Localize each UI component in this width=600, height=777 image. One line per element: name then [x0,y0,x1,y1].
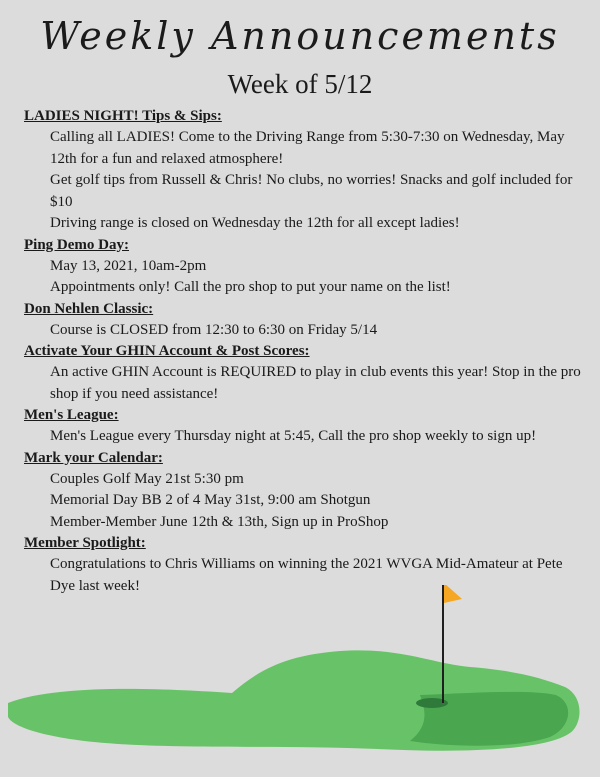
section-ladies-night [24,106,584,235]
list-item: Men's League every Thursday night at 5:45, Call the pro shop weekly to sign up! [50,428,537,444]
section-heading: Activate Your GHIN Account & Post Scores: [24,343,310,359]
list-item: Get golf tips from Russell & Chris! No clubs, no worries! Snacks and golf included for $10 [50,172,573,210]
list-item: Appointments only! Call the pro shop to put your name on the list! [50,279,451,295]
page-subtitle: Week of 5/12 [227,69,373,99]
list-item: An active GHIN Account is REQUIRED to play in club events this year! Stop in the pro shop if you need assistance! [50,364,581,402]
announcements-list [24,106,584,597]
section-heading: Men's League: [24,407,119,423]
list-item: Calling all LADIES! Come to the Driving Range from 5:30-7:30 on Wednesday, May 12th for a fun and relaxed atmosphere! [50,129,565,167]
section-heading: Mark your Calendar: [24,449,163,466]
list-item: Member-Member June 12th & 13th, Sign up in ProShop [50,513,389,530]
section-ghin-account [24,341,584,405]
flag-icon [444,585,462,603]
list-item: Course is CLOSED from 12:30 to 6:30 on Friday 5/14 [50,321,378,338]
golf-green-illustration [0,585,600,772]
list-item: Couples Golf May 21st 5:30 pm [50,470,244,487]
section-mens-league [24,405,584,448]
section-mark-your-calendar [24,448,584,534]
list-item: Congratulations to Chris Williams on winning the 2021 WVGA Mid-Amateur at Pete Dye last week! [50,556,563,594]
golf-green-svg [0,585,600,772]
section-heading: LADIES NIGHT! Tips & Sips: [24,108,222,124]
section-don-nehlen-classic [24,299,584,342]
page-title: Weekly Announcements [40,14,560,58]
list-item: Memorial Day BB 2 of 4 May 31st, 9:00 am Shotgun [50,492,371,508]
section-heading: Ping Demo Day: [24,236,129,253]
list-item: May 13, 2021, 10am-2pm [50,257,207,274]
section-ping-demo-day [24,235,584,299]
section-heading: Don Nehlen Classic: [24,300,154,317]
section-heading: Member Spotlight: [24,535,146,551]
list-item: Driving range is closed on Wednesday the 12th for all except ladies! [50,215,460,231]
